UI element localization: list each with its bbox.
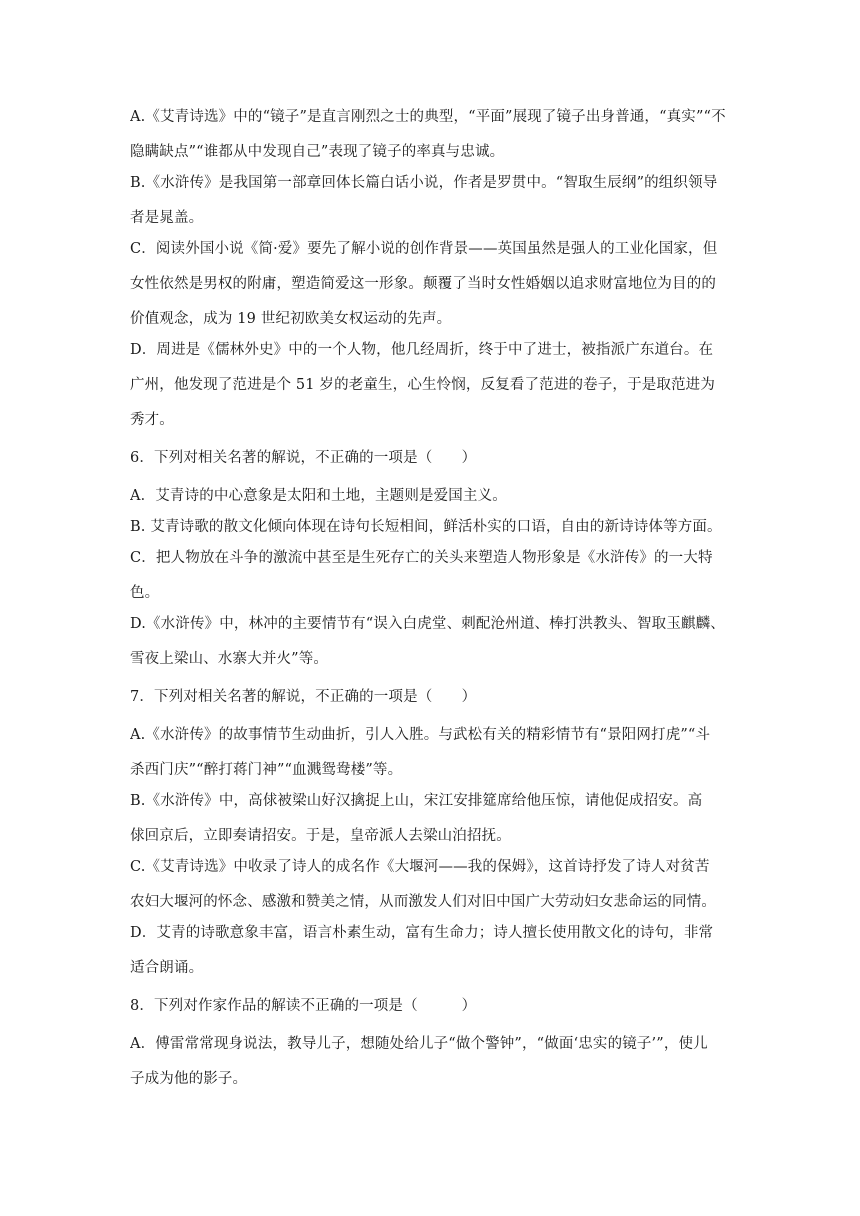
text-line: 广州，他发现了范进是个 51 岁的老童生，心生怜悯，反复看了范进的卷子，于是取范进为	[130, 377, 715, 393]
text-line: A．艾青诗的中心意象是太阳和土地，主题则是爱国主义。	[130, 488, 507, 504]
answer-option	[130, 486, 730, 507]
answer-option	[130, 857, 730, 913]
spacer	[130, 847, 730, 857]
spacer	[130, 330, 730, 340]
text-line: 6．下列对相关名著的解说，不正确的一项是（ ）	[130, 450, 477, 466]
text-line: 适合朗诵。	[130, 960, 204, 976]
text-line: 隐瞒缺点”“谁都从中发现自己”表现了镜子的率真与忠诚。	[130, 144, 505, 160]
answer-option	[130, 923, 730, 979]
text-line: 女性依然是男权的附庸，塑造简爱这一形象。颠覆了当时女性婚姻以追求财富地位为目的的	[130, 276, 716, 292]
answer-option	[130, 1034, 730, 1090]
text-line: C．把人物放在斗争的激流中甚至是生死存亡的关头来塑造人物形象是《水浒传》的一大特	[130, 550, 713, 566]
text-line: 子成为他的影子。	[130, 1071, 248, 1087]
spacer	[130, 1017, 730, 1034]
text-line: A.《水浒传》的故事情节生动曲折，引人入胜。与武松有关的精彩情节有“景阳网打虎”“斗	[130, 727, 711, 743]
answer-option	[130, 548, 730, 604]
spacer	[130, 507, 730, 517]
spacer	[130, 670, 730, 687]
spacer	[130, 431, 730, 448]
text-line: 7．下列对相关名著的解说，不正确的一项是（ ）	[130, 689, 477, 705]
text-line: D．周进是《儒林外史》中的一个人物，他几经周折，终于中了进士，被指派广东道台。在	[130, 342, 714, 358]
text-line: B.《水浒传》是我国第一部章回体长篇白话小说，作者是罗贯中。“智取生辰纲”的组织领导	[130, 175, 718, 191]
text-line: D．艾青的诗歌意象丰富，语言朴素生动，富有生命力；诗人擅长使用散文化的诗句，非常	[130, 925, 714, 941]
text-line: A．傅雷常常现身说法，教导儿子，想随处给儿子“做个警钟”，“做面‘忠实的镜子’”，使儿	[130, 1036, 708, 1052]
text-line: 色。	[130, 585, 160, 601]
spacer	[130, 469, 730, 486]
text-line: 杀西门庆”“醉打蒋门神”“血溅鸳鸯楼”等。	[130, 762, 403, 778]
question-stem	[130, 996, 730, 1017]
text-line: B. 艾青诗歌的散文化倾向体现在诗句长短相间，鲜活朴实的口语，自由的新诗诗体等方面。	[130, 519, 722, 535]
spacer	[130, 979, 730, 996]
text-line: B.《水浒传》中，高俅被梁山好汉擒捉上山，宋江安排筵席给他压惊，请他促成招安。高	[130, 793, 703, 809]
text-line: 者是晁盖。	[130, 210, 204, 226]
answer-option	[130, 614, 730, 670]
spacer	[130, 229, 730, 239]
spacer	[130, 604, 730, 614]
answer-option	[130, 725, 730, 781]
answer-option	[130, 340, 730, 431]
spacer	[130, 708, 730, 725]
answer-option	[130, 107, 730, 163]
spacer	[130, 913, 730, 923]
text-line: C．阅读外国小说《简·爱》要先了解小说的创作背景——英国虽然是强人的工业化国家，但	[130, 241, 718, 257]
spacer	[130, 538, 730, 548]
answer-option	[130, 239, 730, 330]
text-line: 雪夜上梁山、水寨大并火”等。	[130, 651, 329, 667]
text-line: A.《艾青诗选》中的“镜子”是直言刚烈之士的典型，“平面”展现了镜子出身普通，“真实”“不	[130, 109, 726, 125]
text-line: 8．下列对作家作品的解读不正确的一项是（ ）	[130, 998, 477, 1014]
document-page	[130, 107, 730, 1090]
answer-option	[130, 791, 730, 847]
spacer	[130, 781, 730, 791]
text-line: 农妇大堰河的怀念、感激和赞美之情，从而激发人们对旧中国广大劳动妇女悲命运的同情。	[130, 894, 716, 910]
answer-option	[130, 173, 730, 229]
text-line: C.《艾青诗选》中收录了诗人的成名作《大堰河——我的保姆》，这首诗抒发了诗人对贫苦	[130, 859, 710, 875]
question-stem	[130, 687, 730, 708]
text-line: 秀才。	[130, 412, 174, 428]
text-line: D.《水浒传》中，林冲的主要情节有“误入白虎堂、刺配沧州道、棒打洪教头、智取玉麒麟、	[130, 616, 725, 632]
text-line: 俅回京后，立即奏请招安。于是，皇帝派人去梁山泊招抚。	[130, 828, 511, 844]
spacer	[130, 163, 730, 173]
question-stem	[130, 448, 730, 469]
answer-option	[130, 517, 730, 538]
text-line: 价值观念，成为 19 世纪初欧美女权运动的先声。	[130, 311, 452, 327]
